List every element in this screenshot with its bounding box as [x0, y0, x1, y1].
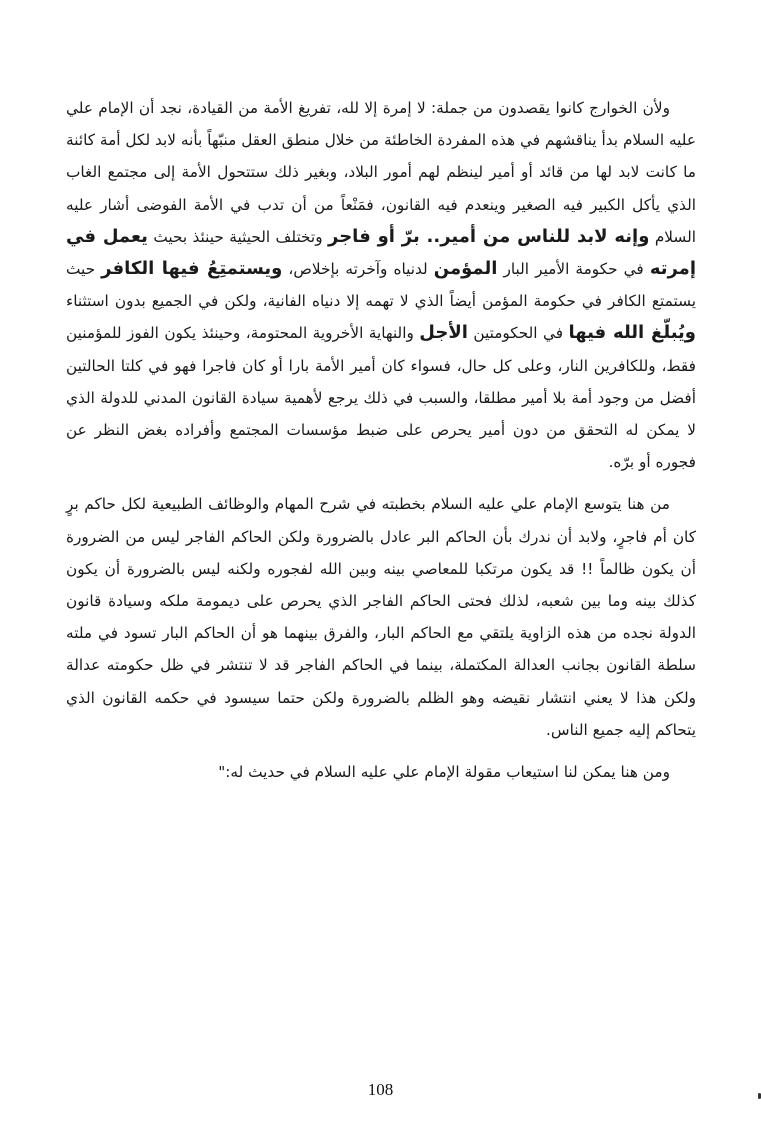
text-run: والنهاية الأخروية المحتومة، وحينئذ يكون الفوز للمؤمنين فقط، وللكافرين النار، وعلى كل حال، فسواء كان أمير الأمة بارا أو كان فاجرا فهو في كلتا الحالتين أفضل من وجود أمة بلا أمير مطلقا، والسبب في ذلك يرجع لأهمية سيادة القانون المدني للدولة الذي لا يمكن له التحقق من دون أمير يحرص على ضبط مؤسسات المجتمع وأفراده بغض النظر عن فجوره أو برّه.	[66, 324, 696, 472]
paragraph-2	[66, 488, 696, 746]
text-run: ومن هنا يمكن لنا استيعاب مقولة الإمام علي عليه السلام في حديث له:"	[218, 763, 670, 782]
bold-quote: وإنه لابد للناس من أمير.. برّ أو فاجر	[328, 225, 650, 247]
bold-quote: ويستمتِعُ فيها الكافر	[101, 258, 283, 280]
text-run: لدنياه وآخرته بإخلاص،	[282, 260, 434, 279]
bold-quote: يعمل في إمرته	[66, 225, 696, 280]
paragraph-3	[66, 756, 696, 788]
text-run: من هنا يتوسع الإمام علي عليه السلام بخطبته في شرح المهام والوظائف الطبيعية لكل حاكم برٍ كان أم فاجرٍ، ولابد أن ندرك بأن الحاكم البر عادل بالضرورة ولكن الحاكم الفاجر ليس من الضرورة أن يكون ظالماً !! قد يكون مرتكبا للمعاصي بينه وبين الله لفجوره ولكنه ليس بالضرورة أن يكون كذلك بينه وما بين شعبه، لذلك فحتى الحاكم الفاجر الذي يحرص على ديمومة ملكه وسيادة قانون الدولة نجده من هذه الزاوية يلتقي مع الحاكم البار، والفرق بينهما هو أن الحاكم البار تسود في ملته سلطة القانون بجانب العدالة المكتملة، بينما في الحاكم الفاجر قد لا تنتشر في ظل حكومته عدالة ولكن هذا لا يعني انتشار نقيضه وهو الظلم بالضرورة ولكن حتما سيسود في حكمه القانون الذي يتحاكم إليه جميع الناس.	[66, 495, 696, 739]
page-body	[66, 92, 696, 788]
bold-quote: الأجل	[419, 322, 468, 344]
bold-quote: المؤمن	[433, 258, 498, 280]
bold-quote: ويُبلّغ الله فيها	[568, 322, 696, 344]
text-run: في حكومة الأمير البار	[497, 260, 650, 279]
page-number: 108	[367, 1080, 394, 1099]
text-run: وتختلف الحيثية حينئذ بحيث	[147, 227, 329, 246]
paragraph-1	[66, 92, 696, 478]
text-run: في الحكومتين	[467, 324, 569, 343]
text-run: ولأن الخوارج كانوا يقصدون من جملة: لا إمرة إلا لله، تفريغ الأمة من القيادة، نجد أن الإمام علي عليه السلام بدأ يناقشهم في هذه المفردة الخاطئة من خلال منطق العقل منبّهاً بأنه لابد لكل أمة كائنة ما كانت لابد لها من قائد أو أمير لينظم لهم أمور البلاد، وبغير ذلك ستتحول الأمة إلى مجتمع الغاب الذي يأكل الكبير فيه الصغير وينعدم فيه القانون، فمَنْعاً من أن تدب في الأمة الفوضى أشار عليه السلام	[66, 99, 696, 246]
text-run: حيث يستمتع الكافر في حكومة المؤمن أيضاً الذي لا تهمه إلا دنياه الفانية، ولكن في الجميع بدون استثناء	[66, 260, 696, 311]
